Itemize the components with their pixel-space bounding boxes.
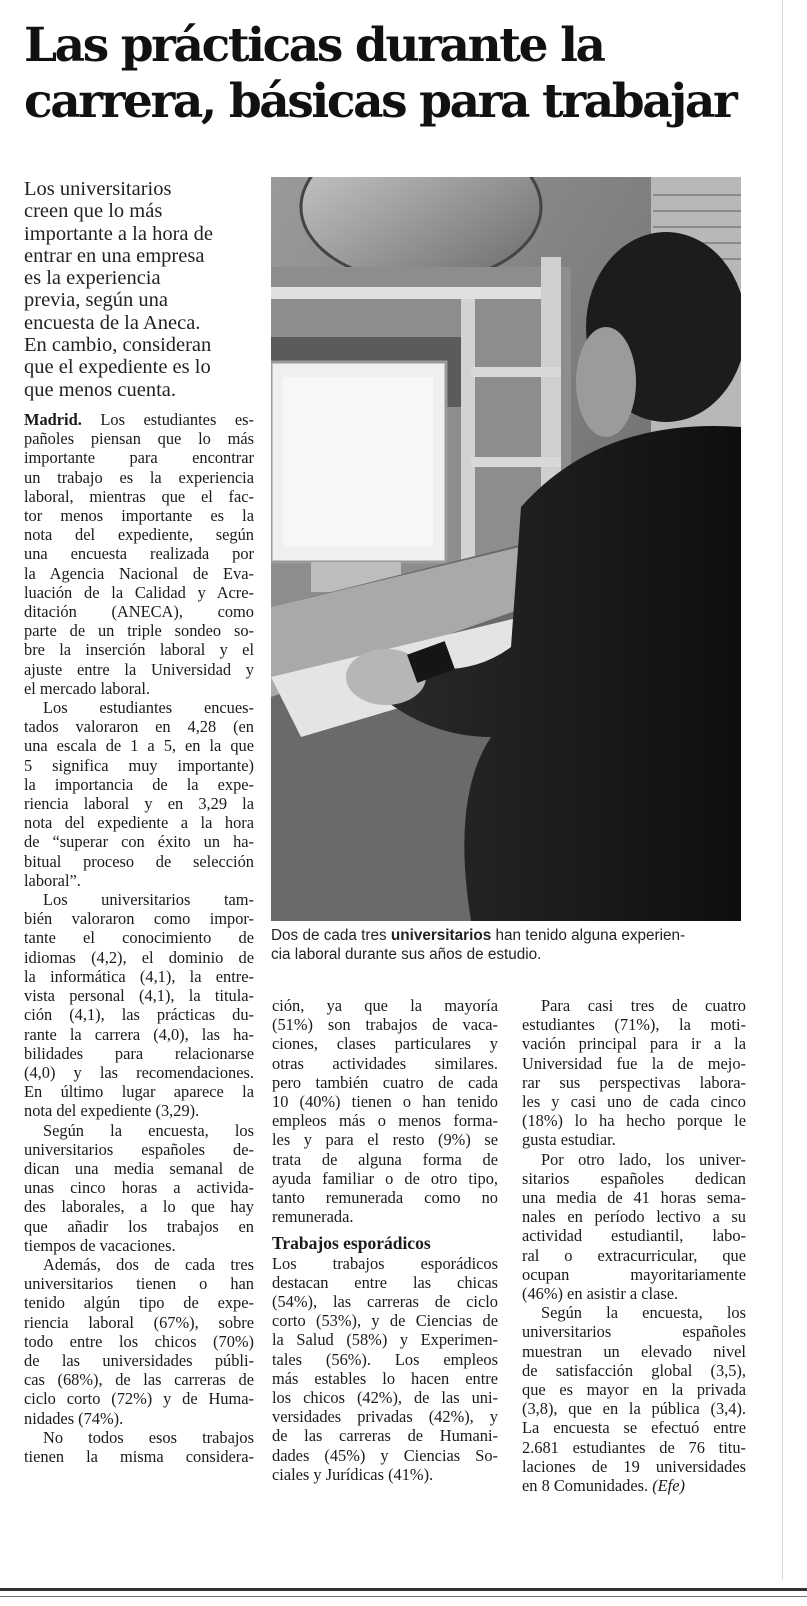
body-column-1 [24, 410, 254, 1466]
dateline-text: Los estudiantes es- [81, 410, 254, 429]
text-line: ocupan mayoritariamente [522, 1264, 746, 1284]
text-line: laciones de 19 universidades [522, 1456, 746, 1476]
caption-line-1 [271, 926, 751, 945]
text-line: bre la inserción laboral y el [24, 640, 254, 660]
lead-line: encuesta de la Aneca. [24, 311, 201, 334]
caption-text-end: han tenido alguna experien- [491, 927, 686, 944]
text-line: la Agencia Nacional de Eva- [24, 563, 254, 583]
text-line: ciones, clases particulares y [272, 1034, 498, 1054]
lead-paragraph [24, 178, 256, 401]
text-line: nota del expediente a la hora [24, 813, 254, 833]
text-line: laboral”. [24, 870, 81, 890]
text-line: la importancia de la expe- [24, 774, 254, 794]
text-line: un trabajo es la experiencia [24, 467, 254, 487]
text-line: de las carreras de Humani- [272, 1426, 498, 1446]
text-line: En último lugar aparece la [24, 1082, 254, 1102]
text-line: todo entre los chicos (70%) [24, 1331, 254, 1351]
text-line: ciclo corto (72%) y de Huma- [24, 1389, 254, 1409]
text-line: pero también cuatro de cada [272, 1072, 498, 1092]
text-line: bién valoraron como impor- [24, 909, 254, 929]
headline-line-1: Las prácticas durante la [24, 18, 604, 73]
text-line: No todos esos trabajos [43, 1427, 254, 1447]
text-line: Los estudiantes encues- [43, 698, 254, 718]
text-line: muestran un elevado nivel [522, 1341, 746, 1361]
text-line: riencia laboral y en 3,29 la [24, 794, 254, 814]
text-line: tanto remunerada como no [272, 1188, 498, 1208]
caption-text-start: Dos de cada tres [271, 927, 391, 944]
text-line: el mercado laboral. [24, 678, 151, 698]
text-line: parte de un triple sondeo so- [24, 621, 254, 641]
lead-line: es la experiencia [24, 267, 161, 290]
body-column-3 [522, 996, 746, 1495]
bottom-rule [0, 1588, 807, 1591]
text-line: una media de 41 horas sema- [522, 1188, 746, 1208]
text-line: actividad estudiantil, labo- [522, 1226, 746, 1246]
text-line: unas cinco horas a activida- [24, 1178, 254, 1198]
text-line: vación principal para ir a la [522, 1034, 746, 1054]
bottom-rule-thin [0, 1596, 807, 1597]
text-line: universitarios españoles de- [24, 1139, 254, 1159]
photo-illustration [271, 177, 741, 921]
text-line: la informática (4,1), la entre- [24, 966, 254, 986]
text-line: tados valoraron en 4,28 (en [24, 717, 254, 737]
text-line: universitarios españoles [522, 1322, 746, 1342]
text-line: luación de la Calidad y Acre- [24, 582, 254, 602]
text-line: bitual proceso de selección [24, 851, 254, 871]
caption-emphasis: universitarios [390, 927, 492, 944]
text-line: de las universidades públi- [24, 1350, 254, 1370]
text-line: tiempos de vacaciones. [24, 1235, 176, 1255]
text-line: Para casi tres de cuatro [541, 996, 746, 1015]
text-line: des laborales, a lo que hay [24, 1197, 254, 1217]
text-line: corto (53%), y de Ciencias de [272, 1311, 498, 1331]
lead-line: En cambio, consideran [24, 334, 212, 357]
text-line: Los trabajos esporádicos [272, 1253, 498, 1273]
lead-line: importante a la hora de [24, 222, 213, 245]
text-line: dican una media semanal de [24, 1158, 254, 1178]
text-line: (46%) en asistir a clase. [522, 1284, 679, 1304]
text-line: ral o extracurricular, que [522, 1245, 746, 1265]
text-line: que es mayor en la privada [522, 1380, 746, 1400]
text-line: universitarios tienen o han [24, 1274, 254, 1294]
photo-caption [271, 926, 751, 964]
text-line: pañoles piensan que lo más [24, 429, 254, 449]
text-line [24, 410, 254, 429]
text-line: La encuesta se efectuó entre [522, 1418, 746, 1438]
text-line: 5 significa muy importante) [24, 755, 254, 775]
text-line: (51%) son trabajos de vaca- [272, 1015, 498, 1035]
lead-line: entrar en una empresa [24, 244, 205, 267]
text-line: Por otro lado, los univer- [541, 1149, 746, 1169]
text-line: sitarios españoles dedican [522, 1168, 746, 1188]
text-line: (18%) lo ha hecho porque le [522, 1111, 746, 1131]
text-line: otras actividades similares. [272, 1053, 498, 1073]
text-line: vista personal (4,1), la titula- [24, 986, 254, 1006]
text-line: que añadir los trabajos en [24, 1216, 254, 1236]
page-edge-line [782, 0, 783, 1580]
text-line: ajuste entre la Universidad y [24, 659, 254, 679]
text-line: remunerada. [272, 1207, 354, 1227]
text-line: rar sus perspectivas labora- [522, 1072, 746, 1092]
text-line: (54%), las carreras de ciclo [272, 1292, 498, 1312]
text-line: gusta estudiar. [522, 1130, 616, 1150]
text-line: Según la encuesta, los [541, 1303, 746, 1323]
text-line: empleos más o menos forma- [272, 1111, 498, 1131]
caption-line-2: cia laboral durante sus años de estudio. [271, 946, 542, 963]
text-line: riencia laboral (67%), sobre [24, 1312, 254, 1332]
text-line: nales en período lectivo a su [522, 1207, 746, 1227]
text-line: Los universitarios tam- [43, 890, 254, 910]
text-line: tor menos importante es la [24, 506, 254, 526]
text-line: Además, dos de cada tres [43, 1254, 254, 1274]
text-line: (4,0) y las recomendaciones. [24, 1062, 254, 1082]
text-line: trata de alguna forma de [272, 1149, 498, 1169]
text-line: dades (45%) y Ciencias So- [272, 1445, 498, 1465]
text-line: la Salud (58%) y Experimen- [272, 1330, 498, 1350]
text-line: nota del expediente, según [24, 525, 254, 545]
text-line: Universidad fue la de mejo- [522, 1053, 746, 1073]
lead-line: previa, según una [24, 289, 169, 312]
text-line: una encuesta realizada por [24, 544, 254, 564]
text-line: nidades (74%). [24, 1408, 124, 1428]
text-line: ditación (ANECA), como [24, 602, 254, 622]
text-line: tenido algún tipo de expe- [24, 1293, 254, 1313]
text-line: tales (56%). Los empleos [272, 1349, 498, 1369]
text-line: versidades privadas (42%), y [272, 1407, 498, 1427]
text-line: ción (4,1), las prácticas du- [24, 1005, 254, 1025]
text-line: laboral, mientras que el fac- [24, 486, 254, 506]
text-line: Según la encuesta, los [43, 1120, 254, 1140]
text-line: ayuda familiar o de otro tipo, [272, 1168, 498, 1188]
text-line: 2.681 estudiantes de 76 titu- [522, 1437, 746, 1457]
agency-credit: (Efe) [652, 1476, 685, 1496]
dateline-place: Madrid. [24, 410, 82, 429]
text-line: nota del expediente (3,29). [24, 1101, 200, 1121]
text-line: una escala de 1 a 5, en la que [24, 736, 254, 756]
text-line: bilidades para relacionarse [24, 1043, 254, 1063]
text-line: los chicos (42%), de las uni- [272, 1388, 498, 1408]
text-line: ción, ya que la mayoría [272, 996, 498, 1015]
text-line: destacan entre las chicas [272, 1272, 498, 1292]
lead-line: Los universitarios [24, 178, 172, 200]
text-line-end: en 8 Comunidades. [522, 1476, 653, 1496]
text-line: tante el conocimiento de [24, 928, 254, 948]
text-line: más estables lo hacen entre [272, 1368, 498, 1388]
body-column-2 [272, 996, 498, 1484]
text-line: estudiantes (71%), la moti- [522, 1015, 746, 1035]
lead-line: que el expediente es lo [24, 356, 211, 379]
lead-line: creen que lo más [24, 200, 163, 223]
text-line: de satisfacción global (3,5), [522, 1360, 746, 1380]
text-line: les y casi uno de cada cinco [522, 1092, 746, 1112]
text-line: (3,8), que en la pública (3,4). [522, 1399, 746, 1419]
text-line: cas (68%), de las carreras de [24, 1370, 254, 1390]
text-line: les y para el resto (9%) se [272, 1130, 498, 1150]
text-line: importante para encontrar [24, 448, 254, 468]
text-line: 10 (40%) tienen o han tenido [272, 1092, 498, 1112]
headline [24, 18, 784, 130]
text-line: idiomas (4,2), el dominio de [24, 947, 254, 967]
subheading: Trabajos esporádicos [272, 1233, 431, 1254]
text-line: tienen la misma considera- [24, 1446, 254, 1466]
lead-line: que menos cuenta. [24, 378, 176, 401]
text-line: rante la carrera (4,0), las ha- [24, 1024, 254, 1044]
text-line: de “superar con éxito un ha- [24, 832, 254, 852]
text-line [522, 1476, 746, 1495]
article-photo [271, 177, 741, 921]
headline-line-2: carrera, básicas para trabajar [24, 74, 736, 129]
text-line: ciales y Jurídicas (41%). [272, 1464, 434, 1484]
